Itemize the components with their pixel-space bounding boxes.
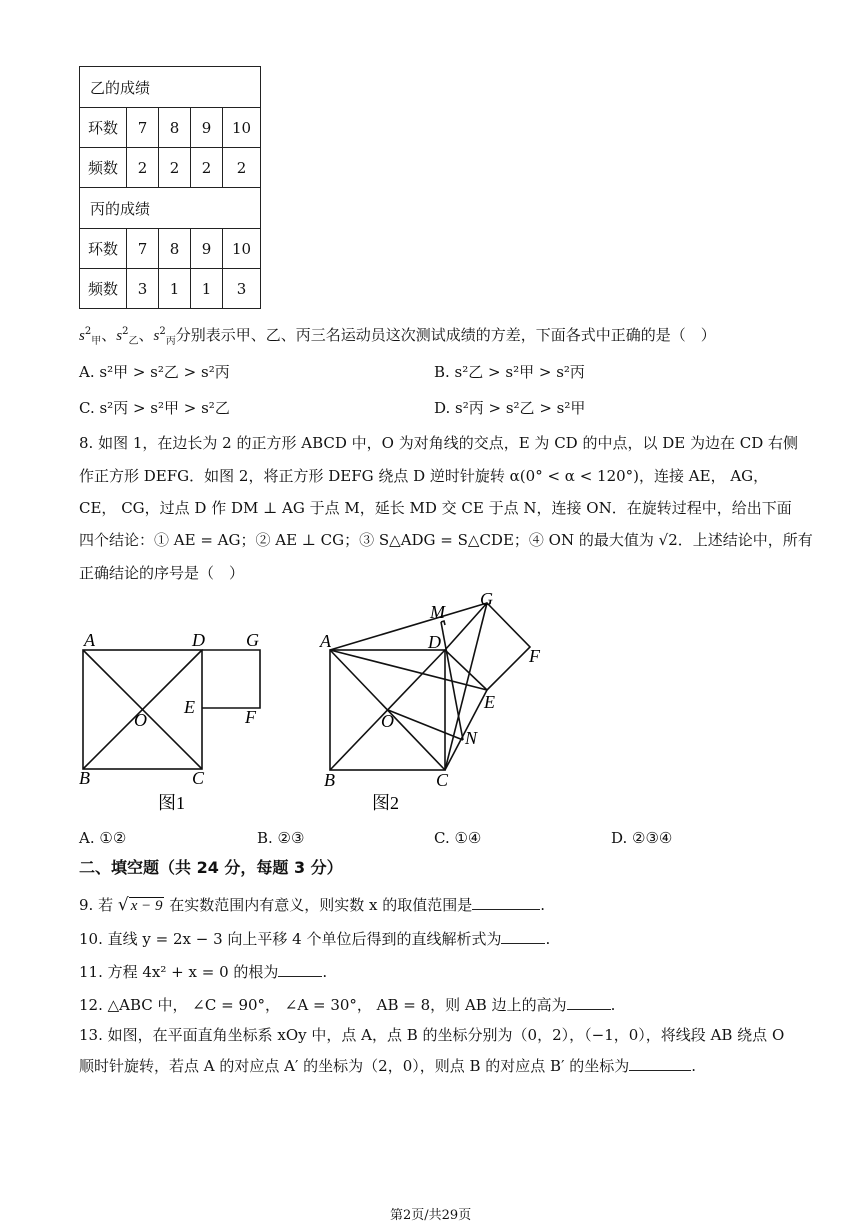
label-g: G (246, 630, 259, 650)
q7-option-b[interactable]: B. s²乙 > s²甲 > s²丙 (434, 363, 585, 381)
q13-line-2: 顺时针旋转，若点 A 的对应点 A′ 的坐标为（2，0），则点 B 的对应点 B′ 的坐标为 . (79, 1057, 697, 1075)
rings-label: 环数 (80, 108, 127, 148)
q7-stem: $s^2_甲$、$s^2_乙$、$s^2_丙$分别表示甲、乙、丙三名运动员这次测试成绩的方差，下面各式中正确的是（ ） (79, 326, 716, 347)
ring-cell: 7 (127, 108, 159, 148)
q10-answer-blank[interactable] (501, 929, 545, 944)
fig1-square-defg (202, 650, 260, 708)
freq-cell: 2 (159, 148, 191, 188)
freq-cell: 1 (191, 269, 223, 309)
ring-cell: 7 (127, 229, 159, 269)
bing-title: 丙的成绩 (80, 188, 261, 229)
yi-title: 乙的成绩 (80, 67, 261, 108)
q11-text: 11. 方程 4x² + x = 0 的根为 (79, 963, 279, 981)
q13-line-1: 13. 如图，在平面直角坐标系 xOy 中，点 A，点 B 的坐标分别为（0，2），（−1，0），将线段 AB 绕点 O (79, 1026, 785, 1044)
freq-cell: 2 (191, 148, 223, 188)
ring-cell: 9 (191, 229, 223, 269)
freq-cell: 1 (159, 269, 191, 309)
q10-text: 10. 直线 y = 2x − 3 向上平移 4 个单位后得到的直线解析式为 (79, 930, 502, 948)
q7-option-a[interactable]: A. s²甲 > s²乙 > s²丙 (79, 363, 230, 381)
label-e: E (484, 692, 495, 712)
fig2-square-defg (445, 603, 530, 690)
label-n: N (465, 728, 478, 748)
q9: 9. 若 √ x − 9 在实数范围内有意义，则实数 x 的取值范围是 . (79, 895, 546, 915)
freq-cell: 2 (223, 148, 261, 188)
q8-line-5: 正确结论的序号是（ ） (79, 564, 245, 582)
ring-cell: 8 (159, 229, 191, 269)
fig1-caption: 图1 (158, 793, 185, 813)
q8-option-d[interactable]: D. ②③④ (611, 829, 673, 847)
q8-option-c[interactable]: C. ①④ (434, 829, 482, 847)
ring-cell: 9 (191, 108, 223, 148)
label-d: D (192, 630, 205, 650)
label-g: G (480, 589, 493, 609)
label-m: M (430, 602, 445, 622)
q12: 12. △ABC 中， ∠C = 90°， ∠A = 30°， AB = 8，则 AB 边上的高为 . (79, 996, 616, 1014)
q11-answer-blank[interactable] (278, 962, 322, 977)
q13-answer-blank[interactable] (629, 1056, 691, 1071)
score-table (79, 66, 261, 309)
label-f: F (529, 646, 540, 666)
freq-label: 频数 (80, 148, 127, 188)
q8-option-a[interactable]: A. ①② (79, 829, 127, 847)
label-b: B (79, 768, 90, 788)
rings-label: 环数 (80, 229, 127, 269)
label-d: D (428, 632, 441, 652)
q8-option-b[interactable]: B. ②③ (257, 829, 305, 847)
q7-option-d[interactable]: D. s²丙 > s²乙 > s²甲 (434, 399, 586, 417)
label-o: O (381, 711, 394, 731)
q9-post: 在实数范围内有意义，则实数 x 的取值范围是 (164, 896, 473, 914)
label-e: E (184, 697, 195, 717)
ring-cell: 8 (159, 108, 191, 148)
freq-cell: 3 (127, 269, 159, 309)
fig2-caption: 图2 (372, 793, 399, 813)
fig2-line-ag (330, 603, 487, 650)
freq-label: 频数 (80, 269, 127, 309)
q9-radical: x − 9 (130, 898, 163, 914)
ring-cell: 10 (223, 229, 261, 269)
q11: 11. 方程 4x² + x = 0 的根为 . (79, 963, 328, 981)
q8-line-2: 作正方形 DEFG．如图 2，将正方形 DEFG 绕点 D 逆时针旋转 α(0° < α < 120°)，连接 AE， AG， (79, 467, 769, 485)
q8-line-1: 8. 如图 1，在边长为 2 的正方形 ABCD 中，O 为对角线的交点，E 为 CD 的中点，以 DE 为边在 CD 右侧 (79, 434, 799, 452)
label-a: A (84, 630, 95, 650)
q13-text: 顺时针旋转，若点 A 的对应点 A′ 的坐标为（2，0），则点 B 的对应点 B′ 的坐标为 (79, 1057, 630, 1075)
q12-answer-blank[interactable] (567, 995, 611, 1010)
fig1-labels (79, 630, 259, 813)
label-a: A (320, 631, 331, 651)
freq-cell: 2 (127, 148, 159, 188)
fig2-line-ae (330, 650, 487, 690)
q9-answer-blank[interactable] (472, 895, 540, 910)
label-f: F (245, 707, 256, 727)
fig2-labels (319, 589, 541, 813)
label-b: B (324, 770, 335, 790)
q8-line-3: CE， CG，过点 D 作 DM ⊥ AG 于点 M，延长 MD 交 CE 于点 N，连接 ON．在旋转过程中，给出下面 (79, 499, 792, 517)
label-c: C (436, 770, 449, 790)
q9-pre: 9. 若 (79, 896, 118, 914)
q7-option-c[interactable]: C. s²丙 > s²甲 > s²乙 (79, 399, 230, 417)
freq-cell: 3 (223, 269, 261, 309)
q10: 10. 直线 y = 2x − 3 向上平移 4 个单位后得到的直线解析式为 . (79, 930, 551, 948)
section-title: 二、填空题（共 24 分，每题 3 分） (79, 858, 343, 877)
ring-cell: 10 (223, 108, 261, 148)
q12-text: 12. △ABC 中， ∠C = 90°， ∠A = 30°， AB = 8，则 AB 边上的高为 (79, 996, 567, 1014)
label-o: O (134, 710, 147, 730)
q8-line-4: 四个结论：① AE = AG；② AE ⊥ CG；③ S△ADG = S△CDE；④ ON 的最大值为 √2．上述结论中，所有 (79, 531, 813, 549)
label-c: C (192, 768, 205, 788)
fig2-line-on (388, 710, 463, 740)
page-footer: 第2页/共29页 (390, 1208, 472, 1223)
geometry-figures (0, 585, 868, 820)
